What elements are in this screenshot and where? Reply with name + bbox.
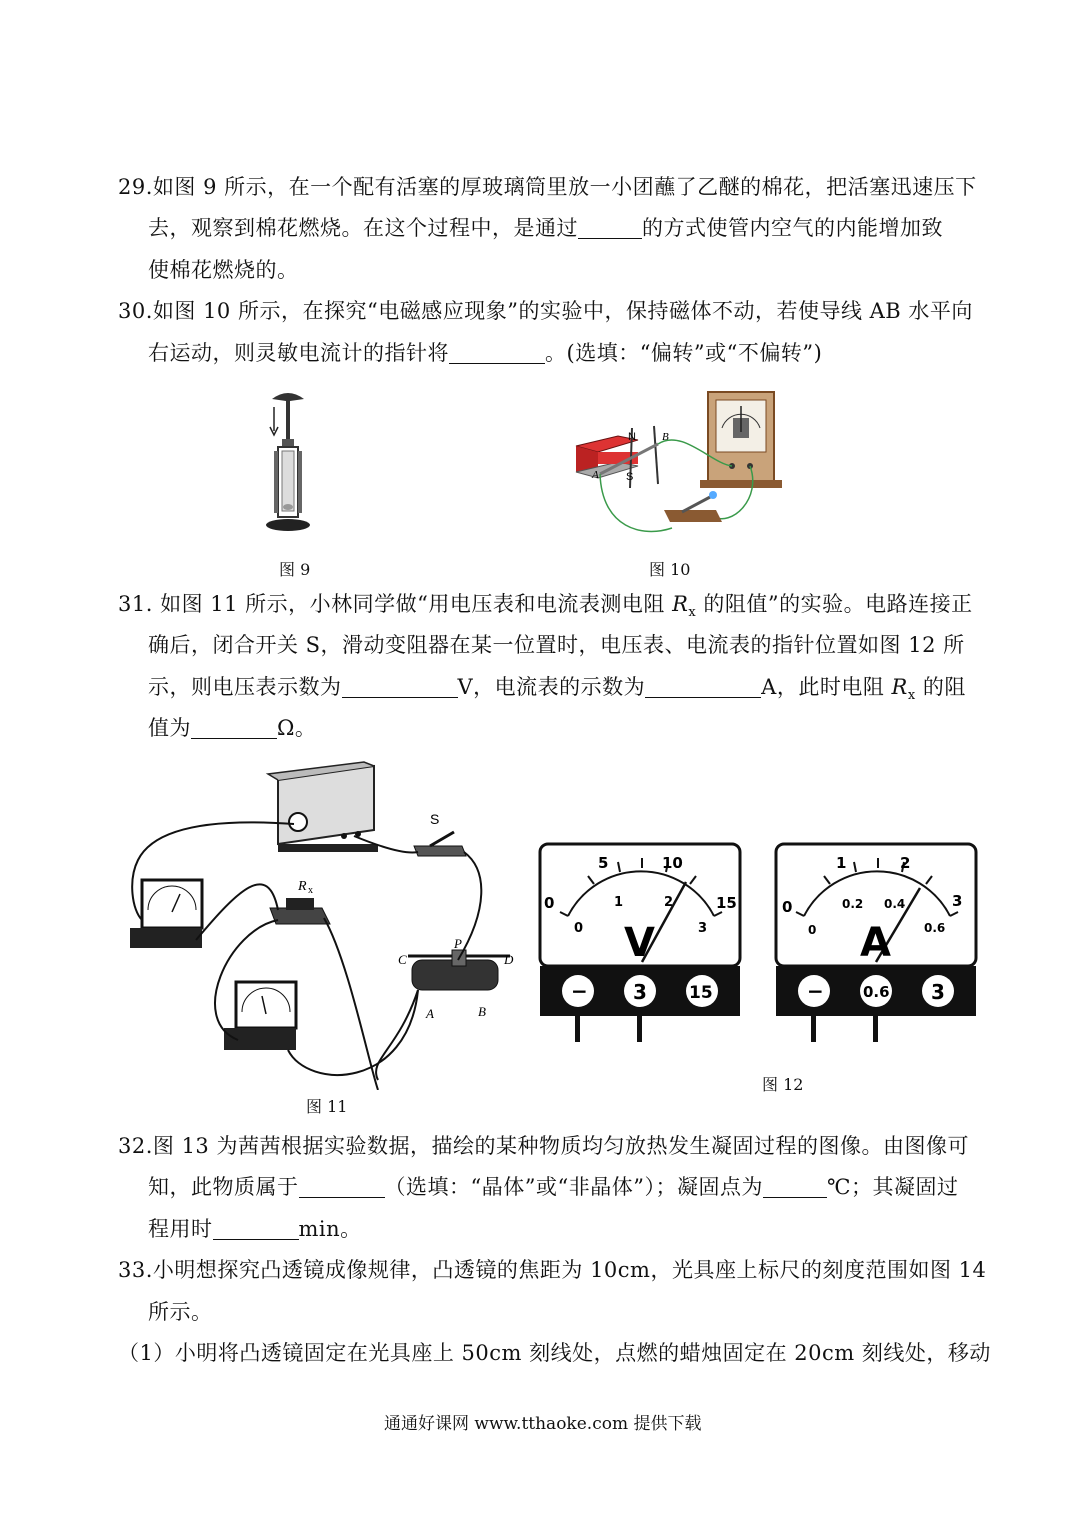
voltmeter-bottom-tick: 2 xyxy=(664,895,674,910)
ammeter-symbol: A xyxy=(860,920,891,966)
q32-line-1: 32.图 13 为茜茜根据实验数据，描绘的某种物质均匀放热发生凝固过程的图像。由图像可 xyxy=(118,1134,969,1158)
ammeter-bottom-tick: 0.2 xyxy=(842,897,864,911)
voltmeter-top-tick: 5 xyxy=(598,854,609,872)
q33-line-3: （1）小明将凸透镜固定在光具座上 50cm 刻线处，点燃的蜡烛固定在 20cm 刻线处，移动 xyxy=(118,1341,991,1365)
answer-blank[interactable] xyxy=(578,216,642,239)
answer-blank-resistance[interactable] xyxy=(191,716,277,739)
fig11-switch-label: S xyxy=(430,811,440,827)
q32-line-3: 程用时 min。 xyxy=(148,1217,362,1241)
ammeter-top-tick: 0 xyxy=(782,898,793,916)
figure-11-circuit xyxy=(118,760,528,1090)
page-footer: 通通好课网 www.tthaoke.com 提供下载 xyxy=(384,1414,702,1434)
figure-10-induction-setup xyxy=(572,388,782,548)
answer-blank-voltage[interactable] xyxy=(342,675,458,698)
fig11-label-d: D xyxy=(504,952,514,967)
figure-10-caption: 图 10 xyxy=(649,560,691,579)
ammeter-bottom-tick: 0.6 xyxy=(924,921,946,935)
figure-9-caption: 图 9 xyxy=(279,560,311,579)
ammeter-top-tick: 2 xyxy=(900,854,911,872)
fig11-label-b: B xyxy=(478,1004,486,1019)
ammeter-face xyxy=(776,844,976,1042)
q29-line-2: 去，观察到棉花燃烧。在这个过程中，是通过 的方式使管内空气的内能增加致 xyxy=(148,216,943,240)
voltmeter-top-tick: 15 xyxy=(716,894,737,912)
answer-blank[interactable] xyxy=(449,341,545,364)
answer-blank[interactable] xyxy=(763,1175,827,1198)
fig10-label-s: S xyxy=(626,471,634,483)
q33-line-1: 33.小明想探究凸透镜成像规律，凸透镜的焦距为 10cm，光具座上标尺的刻度范围如图 14 xyxy=(118,1258,987,1282)
fig11-rx-sub: x xyxy=(308,885,313,896)
q29-line-1: 29.如图 9 所示，在一个配有活塞的厚玻璃筒里放一小团蘸了乙醚的棉花，把活塞迅速压下 xyxy=(118,175,977,199)
ammeter-terminal-neg: − xyxy=(807,979,824,1003)
figure-9-compression-tube xyxy=(260,385,330,535)
q32-line-2: 知，此物质属于 （选填：“晶体”或“非晶体”）；凝固点为 ℃；其凝固过 xyxy=(148,1175,959,1199)
voltmeter-symbol: V xyxy=(624,920,655,966)
voltmeter-bottom-tick: 1 xyxy=(614,895,624,910)
ammeter-bottom-tick: 0 xyxy=(808,923,817,937)
q33-line-2: 所示。 xyxy=(148,1300,213,1324)
fig10-label-a: A xyxy=(592,469,599,481)
fig10-label-b: B xyxy=(662,431,669,443)
ammeter-terminal-0-6: 0.6 xyxy=(863,983,890,1001)
voltmeter-terminal-15: 15 xyxy=(689,983,713,1003)
q31-line-3: 示，则电压表示数为 V，电流表的示数为 A，此时电阻 $R_x$ 的阻 xyxy=(148,675,966,704)
fig11-rx-label: R xyxy=(298,879,307,894)
fig11-label-p: P xyxy=(454,936,462,951)
figure-11-caption: 图 11 xyxy=(306,1097,348,1116)
q30-line-2: 右运动，则灵敏电流计的指针将 。(选填：“偏转”或“不偏转”) xyxy=(148,341,823,365)
voltmeter-top-tick: 10 xyxy=(662,854,683,872)
ammeter-bottom-tick: 0.4 xyxy=(884,897,906,911)
voltmeter-bottom-tick: 3 xyxy=(698,921,708,936)
ammeter-top-tick: 3 xyxy=(952,892,963,910)
answer-blank[interactable] xyxy=(299,1175,385,1198)
voltmeter-top-tick: 0 xyxy=(544,894,555,912)
q31-line-4: 值为 Ω。 xyxy=(148,716,317,740)
ammeter-terminal-3: 3 xyxy=(931,980,945,1004)
voltmeter-bottom-tick: 0 xyxy=(574,921,584,936)
voltmeter-face xyxy=(540,844,740,1042)
voltmeter-terminal-3: 3 xyxy=(633,980,647,1004)
fig11-label-c: C xyxy=(398,952,407,967)
q29-line-3: 使棉花燃烧的。 xyxy=(148,258,299,282)
fig10-label-n: N xyxy=(628,431,636,443)
ammeter-top-tick: 1 xyxy=(836,854,847,872)
voltmeter-terminal-neg: − xyxy=(571,979,588,1003)
fig11-label-a: A xyxy=(426,1006,434,1021)
q30-line-1: 30.如图 10 所示，在探究“电磁感应现象”的实验中，保持磁体不动，若使导线 AB 水平向 xyxy=(118,299,973,323)
figure-12-meters xyxy=(538,842,978,1042)
q31-line-1: 31. 如图 11 所示，小林同学做“用电压表和电流表测电阻 $R_x$ 的阻值”的实验。电路连接正 xyxy=(118,592,973,621)
answer-blank[interactable] xyxy=(213,1217,299,1240)
answer-blank-current[interactable] xyxy=(645,675,761,698)
q31-line-2: 确后，闭合开关 S，滑动变阻器在某一位置时，电压表、电流表的指针位置如图 12 所 xyxy=(148,633,965,657)
figure-12-caption: 图 12 xyxy=(762,1075,804,1094)
